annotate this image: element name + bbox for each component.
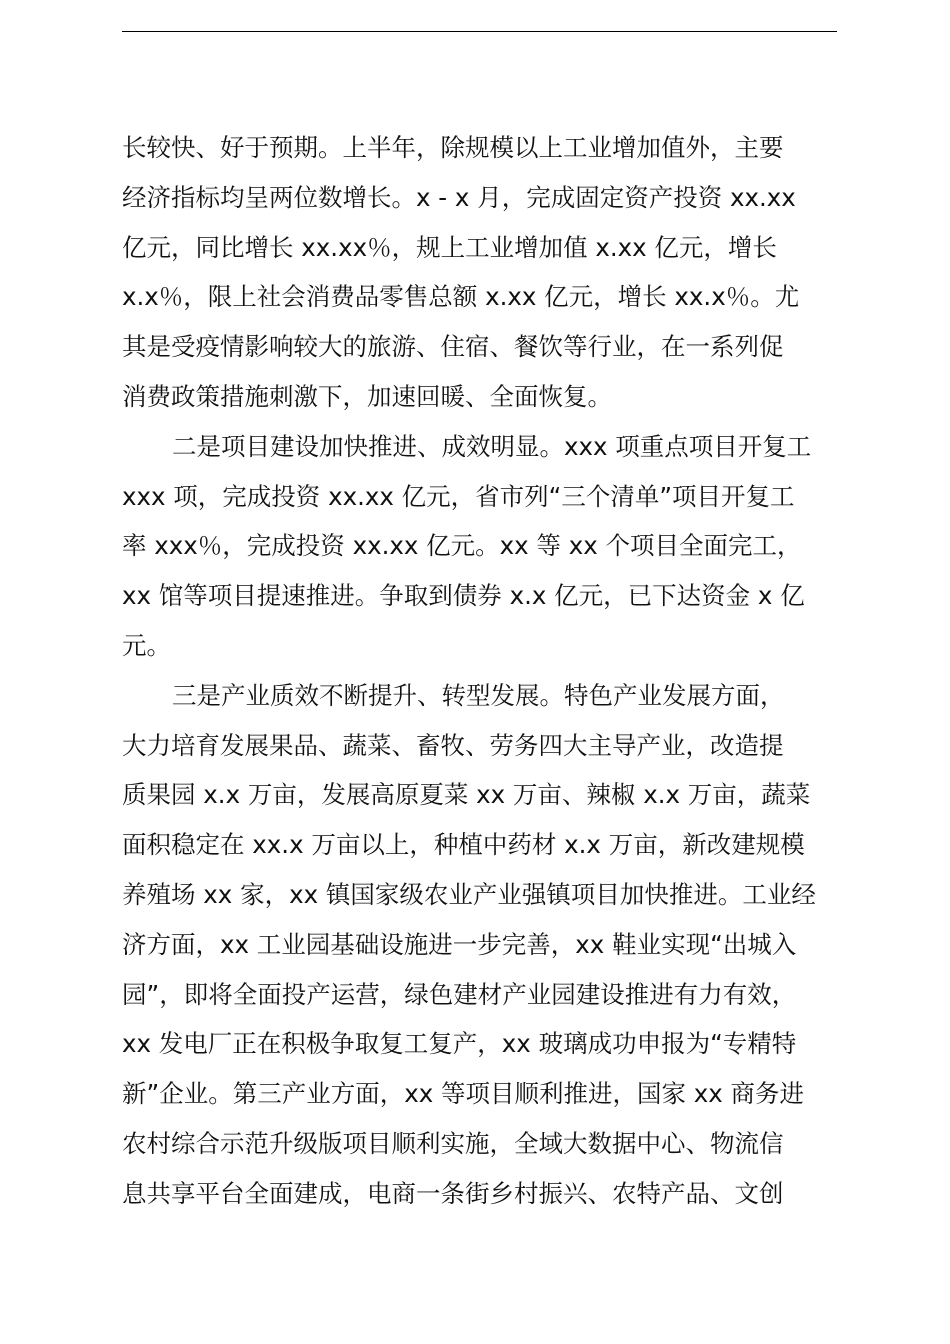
text-line: xx 发电厂正在积极争取复工复产，xx 玻璃成功申报为“专精特 [122,1029,797,1059]
text-line: 其是受疫情影响较大的旅游、住宿、餐饮等行业，在一系列促 [122,332,784,362]
text-line: 消费政策措施刺激下，加速回暖、全面恢复。 [122,381,612,411]
header-rule [122,31,837,32]
text-line: 息共享平台全面建成，电商一条街乡村振兴、农特产品、文创 [122,1178,784,1208]
text-line: xxx 项，完成投资 xx.xx 亿元，省市列“三个清单”项目开复工 [122,481,795,511]
text-line: 长较快、好于预期。上半年，除规模以上工业增加值外，主要 [122,133,784,162]
text-line: 质果园 x.x 万亩，发展高原夏菜 xx 万亩、辣椒 x.x 万亩，蔬菜 [122,780,811,810]
text-line: 经济指标均呈两位数增长。x - x 月，完成固定资产投资 xx.xx [122,182,796,212]
text-line: 养殖场 xx 家，xx 镇国家级农业产业强镇项目加快推进。工业经 [122,879,816,909]
text-line: 亿元，同比增长 xx.xx％，规上工业增加值 x.xx 亿元，增长 [122,232,777,262]
text-line: 新”企业。第三产业方面，xx 等项目顺利推进，国家 xx 商务进 [122,1079,805,1109]
text-line: 率 xxx％，完成投资 xx.xx 亿元。xx 等 xx 个项目全面完工， [122,531,802,561]
text-line: 面积稳定在 xx.x 万亩以上，种植中药材 x.x 万亩，新改建规模 [122,830,805,860]
paragraph-start-line: 三是产业质效不断提升、转型发展。特色产业发展方面， [172,680,785,710]
text-line: x.x％，限上社会消费品零售总额 x.xx 亿元，增长 xx.x％。尤 [122,282,800,312]
body-text [122,123,842,1219]
text-line: xx 馆等项目提速推进。争取到债券 x.x 亿元，已下达资金 x 亿 [122,581,805,611]
text-line: 农村综合示范升级版项目顺利实施，全域大数据中心、物流信 [122,1128,784,1158]
paragraph-start-line: 二是项目建设加快推进、成效明显。xxx 项重点项目开复工 [172,431,812,461]
text-line: 济方面，xx 工业园基础设施进一步完善，xx 鞋业实现“出城入 [122,929,797,959]
text-line: 元。 [122,630,171,660]
text-line: 大力培育发展果品、蔬菜、畜牧、劳务四大主导产业，改造提 [122,730,784,760]
text-line: 园”，即将全面投产运营，绿色建材产业园建设推进有力有效， [122,979,797,1009]
